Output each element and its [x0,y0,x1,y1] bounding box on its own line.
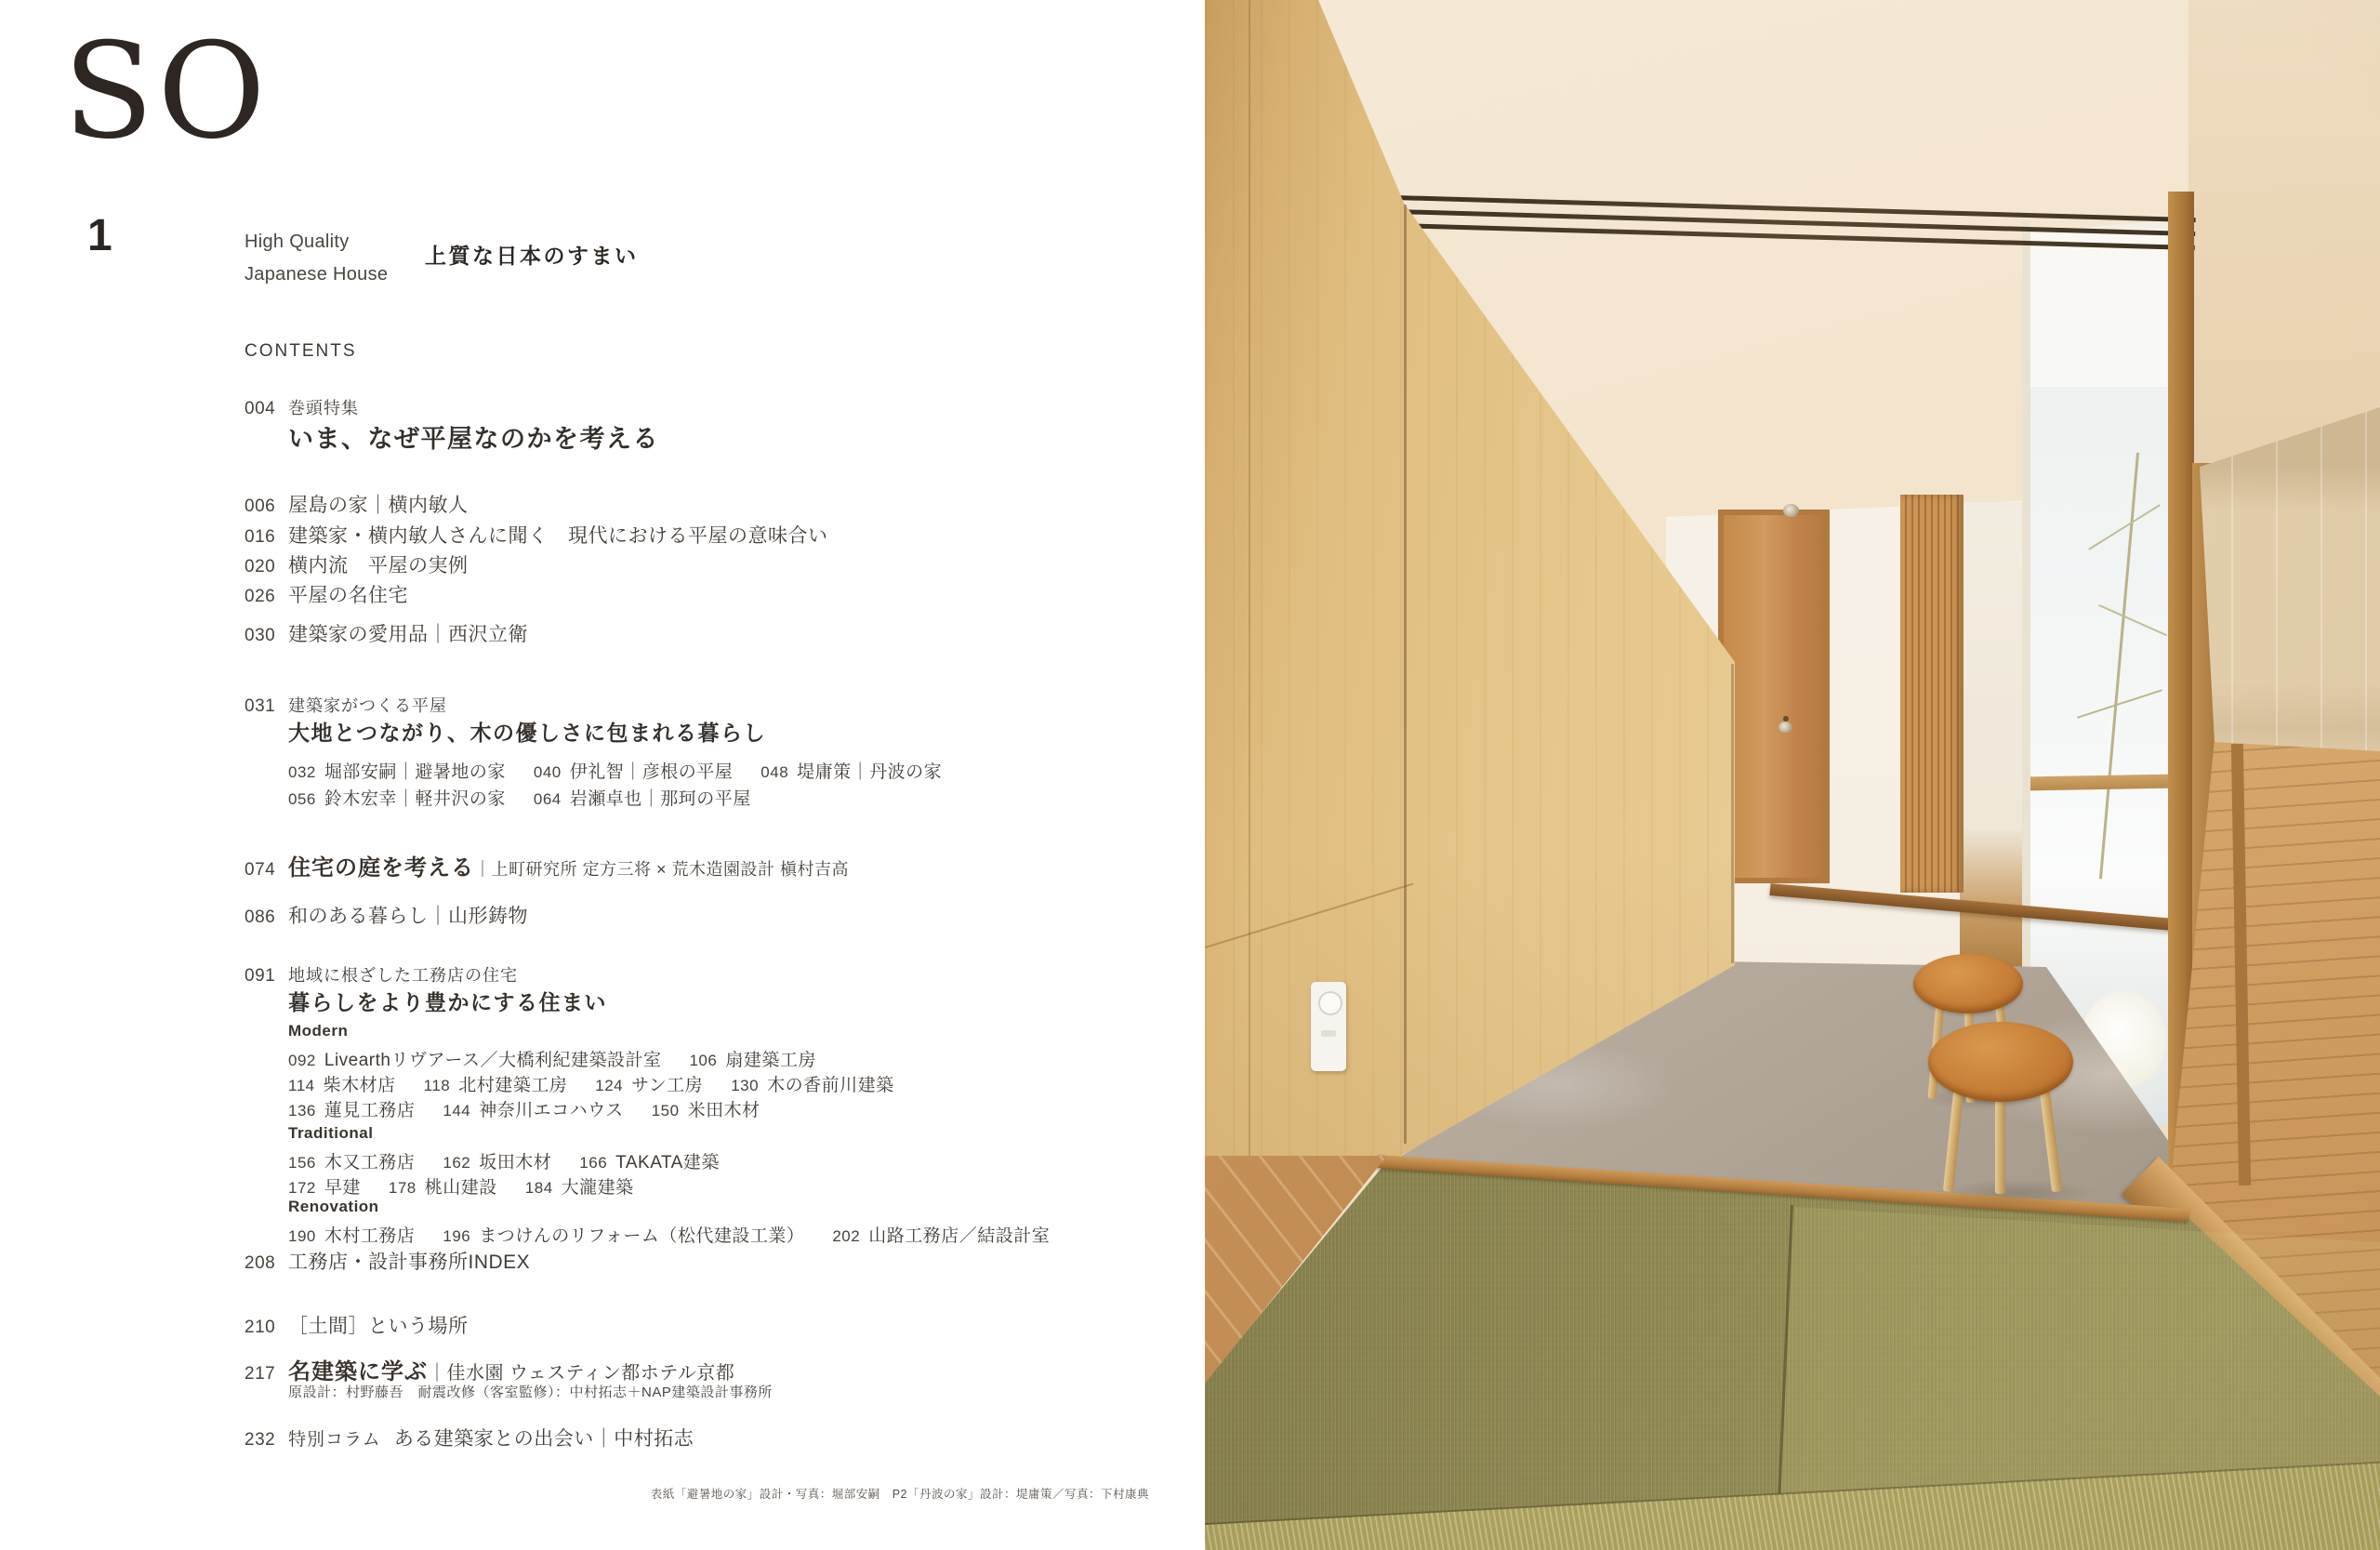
sub-entry [288,1173,361,1199]
page-number: 156 [288,1154,316,1172]
wall-seam [1249,0,1250,1162]
page-number: 118 [423,1077,451,1094]
page-number: 178 [388,1179,416,1197]
tagline-english-line2: Japanese House [245,264,389,285]
entry-title: 扇建築工房 [725,1051,816,1070]
toc-entry-031 [245,693,447,717]
wall-seam [1731,664,1734,963]
page-number: 004 [245,399,276,418]
wood-door [1718,510,1830,883]
page-number: 040 [533,763,562,781]
page-number: 030 [245,626,276,645]
entry-title: 木村工務店 [324,1226,416,1246]
page-number: 172 [288,1179,316,1197]
entry-title: 名建築に学ぶ [288,1359,428,1384]
entry-subtitle: ｜佳水園 ウェスティン都ホテル京都 [428,1363,735,1384]
toc-entry-030 [245,619,528,647]
entry-title: 山路工務店／結設計室 [868,1226,1051,1246]
page-number: 064 [533,790,562,808]
sub-entry [288,785,506,810]
page-number: 190 [288,1227,316,1245]
page-number: 114 [288,1077,315,1094]
toc-entry-004 [245,395,359,419]
group-label-modern: Modern [288,1022,349,1040]
page-number: 150 [651,1102,680,1119]
entry-title: 伊礼智｜彦根の平屋 [569,762,734,782]
group-label-traditional: Traditional [288,1124,374,1142]
page-number: 136 [288,1102,316,1119]
feature-label: 特別コラム [288,1430,381,1450]
window-beam [2029,775,2170,791]
feature-label: 巻頭特集 [288,399,359,417]
entry-title: 住宅の庭を考える [288,855,474,881]
feature-label: 建築家がつくる平屋 [288,696,447,715]
page-number: 006 [245,497,276,516]
page-number: 074 [245,860,276,880]
entry-title: 米田木材 [687,1101,760,1120]
entry-title: Livearthリヴアース／大橋利紀建築設計室 [324,1051,662,1070]
feature-headline-hiraya: いま、なぜ平屋なのかを考える [288,425,659,453]
toc-subrow [288,1071,894,1096]
page-number: 166 [579,1154,608,1172]
toc-entry-020 [245,550,469,578]
toc-entry-026 [245,580,408,608]
entry-title: 和のある暮らし｜山形鋳物 [288,906,528,927]
toc-subrow [288,758,942,783]
tree-branch [2088,504,2160,550]
page-number: 091 [245,966,276,986]
page-number: 092 [288,1052,316,1069]
sub-entry [288,1222,415,1247]
switch-rocker [1321,1030,1336,1037]
page-number: 016 [245,527,276,547]
sub-entry [443,1096,623,1121]
feature-headline-koumuten: 暮らしをより豊かにする住まい [288,990,607,1014]
entry-title: 桃山建設 [424,1178,497,1198]
courtyard-tree [2099,453,2139,880]
toc-subrow [288,1222,1050,1247]
page-number: 086 [245,907,276,927]
slatted-partition [1900,495,1964,893]
sub-entry [424,1071,568,1096]
page-number: 144 [443,1102,471,1119]
toc-subrow [288,1148,720,1173]
sub-entry [652,1096,760,1121]
stool-seat [1928,1022,2073,1102]
tree-branch [2077,689,2162,719]
toc-subrow [288,1046,816,1071]
contents-heading: CONTENTS [245,341,357,361]
toc-entry-091 [245,962,518,987]
entry-title: 建築家の愛用品｜西沢立衛 [288,624,528,645]
page-number: 210 [245,1318,276,1337]
sub-entry [389,1173,497,1199]
track-rail [1395,195,2196,222]
sub-entry [443,1222,804,1247]
toc-entry-208 [245,1247,530,1275]
dimmer-dial [1318,991,1342,1015]
sub-entry [534,785,751,810]
sub-entry [731,1071,893,1096]
page-number: 208 [245,1253,276,1273]
entry-title: ［土間］という場所 [288,1316,469,1337]
sub-entry [525,1173,634,1199]
entry-credit: 原設計：村野藤吾 耐震改修（客室監修）：中村拓志＋NAP建築設計事務所 [288,1384,773,1400]
entry-title: 蓮見工務店 [324,1101,416,1120]
page-number: 162 [443,1154,471,1172]
sub-entry [832,1222,1050,1247]
page-number: 130 [731,1077,760,1094]
tree-branch [2098,604,2167,636]
toc-entry-086 [245,901,528,929]
interior-photo [1205,0,2380,1550]
entry-title: 岩瀬卓也｜那珂の平屋 [569,789,751,809]
ceiling-downlight [1783,504,1799,517]
cover-credit-caption: 表紙「避暑地の家」設計・写真：堀部安嗣 P2「丹波の家」設計：堤庸策／写真：下村康典 [650,1488,1149,1501]
tagline-english-line1: High Quality [245,232,350,252]
sub-entry [579,1148,720,1173]
wall-seam [1404,205,1407,1144]
page-number: 031 [245,696,276,716]
tagline-english [245,226,388,291]
entry-title: 横内流 平屋の実例 [288,555,469,576]
entry-credit: ｜上町研究所 定方三将 × 荒木造園設計 槇村吉高 [474,860,850,879]
toc-entry-006 [245,490,469,518]
sub-entry [288,758,506,783]
feature-label: 地域に根ざした工務店の住宅 [288,966,518,985]
sub-entry [288,1071,396,1096]
sliding-door-tracks [1394,195,2196,260]
toc-subrow [288,1173,634,1199]
feature-headline-architects: 大地とつながり、木の優しさに包まれる暮らし [288,721,767,745]
entry-title: まつけんのリフォーム（松代建設工業） [479,1226,805,1246]
sub-entry [760,758,942,783]
ceiling-downlight [1778,722,1792,733]
toc-entry-074 [245,849,849,881]
page-number: 184 [524,1179,553,1197]
entry-title: 平屋の名住宅 [288,585,408,606]
light-switch [1311,982,1346,1071]
page-number: 020 [245,557,276,576]
entry-title: 早建 [324,1178,361,1198]
stool-seat [1913,954,2023,1013]
entry-title: 大瀧建築 [561,1178,634,1198]
track-rail [1394,209,2195,236]
page-number: 056 [288,790,316,808]
sub-entry [595,1071,703,1096]
entry-title: 坂田木材 [479,1153,552,1172]
sub-entry [689,1046,815,1071]
toc-entry-210 [245,1311,469,1339]
page-number: 048 [760,763,789,781]
tagline-japanese: 上質な日本のすまい [425,244,639,268]
track-rail [1394,223,2195,250]
entry-title: 堤庸策｜丹波の家 [797,762,943,782]
sub-entry [288,1148,415,1173]
toc-subrow [288,1096,760,1121]
stool-leg [1995,1090,2005,1194]
sub-entry [288,1046,661,1071]
sub-entry [534,758,733,783]
sub-entry [288,1096,415,1121]
entry-title: サン工房 [631,1076,704,1095]
entry-title: 神奈川エコハウス [479,1101,624,1120]
entry-title: 堀部安嗣｜避暑地の家 [324,762,506,782]
magazine-logo: SO [63,15,270,168]
page-number: 106 [689,1052,718,1069]
toc-entry-217 [245,1353,734,1385]
entry-title: 木又工務店 [324,1153,416,1172]
page-number: 217 [245,1364,276,1384]
sub-entry [443,1148,551,1173]
stool-shadow [1939,1179,2097,1207]
toc-entry-016 [245,521,828,549]
entry-title: 北村建築工房 [458,1076,568,1095]
entry-title: 建築家・横内敏人さんに聞く 現代における平屋の意味合い [288,525,828,547]
entry-title: 屋島の家｜横内敏人 [288,495,469,516]
entry-title: 木の香前川建築 [767,1076,894,1095]
page-number: 026 [245,587,276,606]
group-label-renovation: Renovation [288,1198,379,1215]
page-number: 202 [832,1227,861,1245]
page-number: 124 [595,1077,624,1094]
door-panel [1724,515,1822,878]
entry-title: TAKATA建築 [615,1153,720,1172]
page-number: 232 [245,1430,276,1450]
entry-title: 鈴木宏幸｜軽井沢の家 [324,789,506,809]
toc-subrow [288,785,751,810]
page-number: 196 [443,1227,471,1245]
toc-entry-232 [245,1424,694,1451]
entry-title: 工務店・設計事務所INDEX [288,1252,531,1273]
issue-number: 1 [87,211,112,260]
entry-title: 柴木材店 [323,1076,396,1095]
page-number: 032 [288,763,316,781]
entry-title: ある建築家との出会い｜中村拓志 [393,1428,694,1450]
